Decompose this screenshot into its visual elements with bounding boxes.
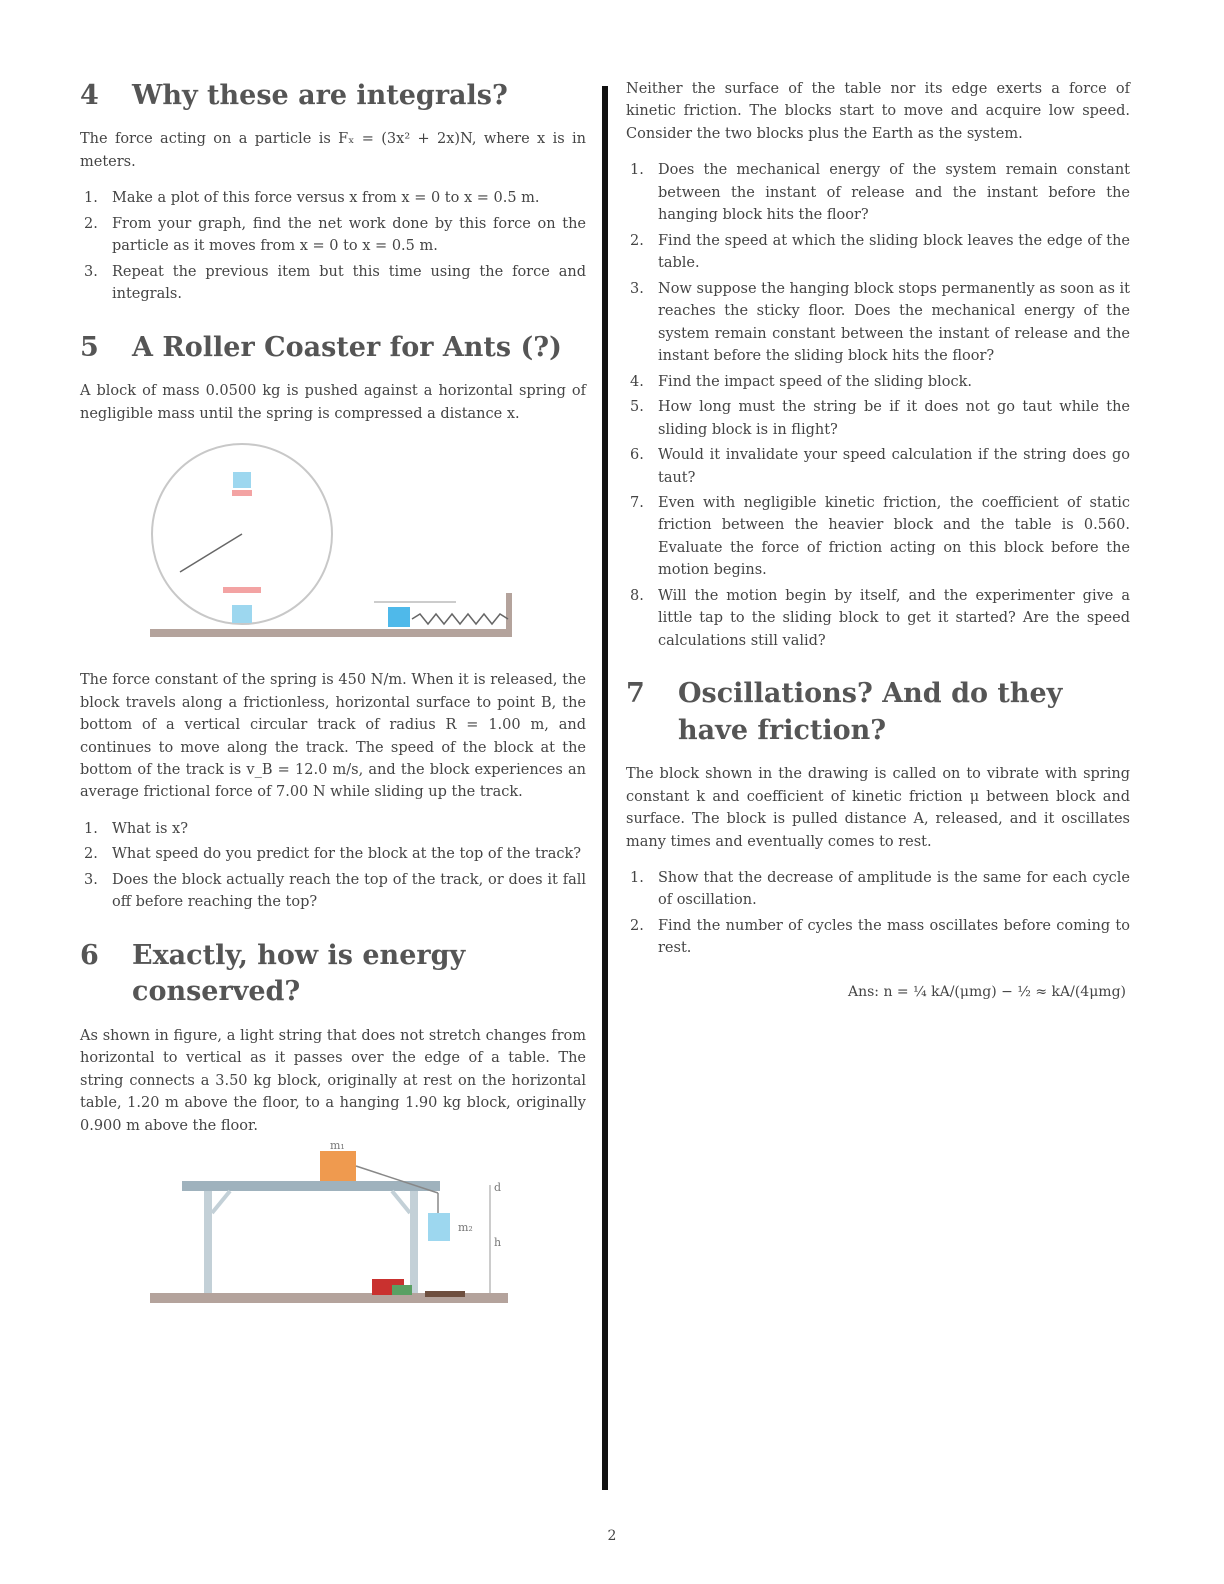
label-h: h [494,1236,502,1249]
list-item: 1. Does the mechanical energy of the system remain constant between the instant of release and the instant before the hanging block hits the floor? [630,162,1130,224]
left-column [80,78,586,1341]
section-7 [626,676,1130,1000]
table-leg-right [410,1191,418,1293]
table-leg-left [204,1191,212,1293]
list-item: 3. Does the block actually reach the top of the track, or does it fall off before reaching the top? [84,871,586,911]
table-blocks-figure [80,1139,586,1321]
paragraph: The block shown in the drawing is called on to vibrate with spring constant k and coefficient of kinetic friction μ between block and surface. The block is pulled distance A, released, and it oscillates many times and eventually comes to rest. [626,766,1130,850]
column-divider [602,86,608,1490]
list-item: 3. Now suppose the hanging block stops permanently as soon as it reaches the sticky floor. Does the mechanical energy of the system remain constant between the instant of release and the instant before the sliding block hits the floor? [630,280,1130,365]
list-item: 6. Would it invalidate your speed calculation if the string does go taut? [630,447,1130,486]
paragraph: The force acting on a particle is Fₓ = (3x² + 2x)N, where x is in meters. [80,131,586,170]
paragraph: The force constant of the spring is 450 N/m. When it is released, the block travels along a frictionless, horizontal surface to point B, the bottom of a vertical circular track of radius R = 1.00 m, and continues to move along the track. The speed of the block at the bottom of the track is v_B = 12.0 m/s, and the block experiences an average frictional force of 7.00 N while sliding up the track. [80,672,586,801]
list-item: 7. Even with negligible kinetic friction, the coefficient of static friction between the heavier block and the table is 0.560. Evaluate the force of friction acting on this block before the motion begins. [630,494,1130,579]
floor-mark [425,1291,465,1297]
radius-line [180,534,242,572]
list-item: 1. What is x? [84,820,188,837]
table-brace-left [212,1191,230,1213]
loop-track-figure [80,439,586,649]
sliding-block [320,1151,356,1181]
paragraph: As shown in figure, a light string that does not stretch changes from horizontal to vertical as it passes over the edge of a table. The string connects a 3.50 kg block, originally at rest on the horizontal table, 1.20 m above the floor, to a hanging 1.90 kg block, originally 0.900 m above the floor. [80,1027,586,1134]
label-d: d [494,1181,502,1194]
answer-formula: Ans: n = ¼ kA/(μmg) − ½ ≈ kA/(4μmg) [847,983,1126,1000]
section-5 [80,330,586,914]
friction-bottom [223,587,261,593]
question-list [626,159,1130,652]
right-column [626,78,1130,1010]
paragraph: Neither the surface of the table nor its edge exerts a force of kinetic friction. The blocks start to move and acquire low speed. Consider the two blocks plus the Earth as the system. [626,81,1130,142]
section-heading: 6 Exactly, how is energy conserved? [80,939,466,1008]
section-6 [80,938,586,1321]
table-top [182,1181,440,1191]
spring [412,614,508,624]
spring-block [388,607,410,627]
hanging-block [428,1213,450,1241]
friction-top [232,490,252,496]
list-item: 5. How long must the string be if it does not go taut while the sliding block is in flight? [630,399,1130,438]
label-m2: m₂ [458,1221,473,1234]
section-heading: 4 Why these are integrals? [80,80,508,111]
list-item: 2. What speed do you predict for the block at the top of the track? [84,846,582,863]
list-item: 1. Make a plot of this force versus x from x = 0 to x = 0.5 m. [84,190,540,207]
section-heading: 5 A Roller Coaster for Ants (?) [80,331,562,363]
list-item: 2. From your graph, find the net work done by this force on the particle as it moves from x = 0 to x = 0.5 m. [84,215,586,255]
paragraph: A block of mass 0.0500 kg is pushed against a horizontal spring of negligible mass until the spring is compressed a distance x. [80,383,586,422]
list-item: 2. Find the number of cycles the mass oscillates before coming to rest. [630,917,1130,957]
question-list [80,818,586,914]
floor [150,629,512,637]
block-bottom [232,605,252,623]
list-item: 8. Will the motion begin by itself, and the experimenter give a little tap to the sliding block to get it started? Are the speed calculations still valid? [630,587,1130,649]
page-number: 2 [607,1528,617,1544]
list-item: 2. Find the speed at which the sliding block leaves the edge of the table. [630,232,1130,272]
question-list [80,187,586,305]
section-heading: 7 Oscillations? And do they have friction? [626,678,1063,746]
table-brace-right [392,1191,410,1213]
section-4 [80,78,586,306]
label-m1: m₁ [330,1139,345,1152]
sticky-floor-pad-2 [392,1285,412,1295]
block-top [233,472,251,488]
question-list [626,867,1130,960]
list-item: 1. Show that the decrease of amplitude is the same for each cycle of oscillation. [630,870,1130,909]
list-item: 4. Find the impact speed of the sliding block. [630,373,973,390]
list-item: 3. Repeat the previous item but this time using the force and integrals. [84,263,586,303]
wall [506,593,512,633]
